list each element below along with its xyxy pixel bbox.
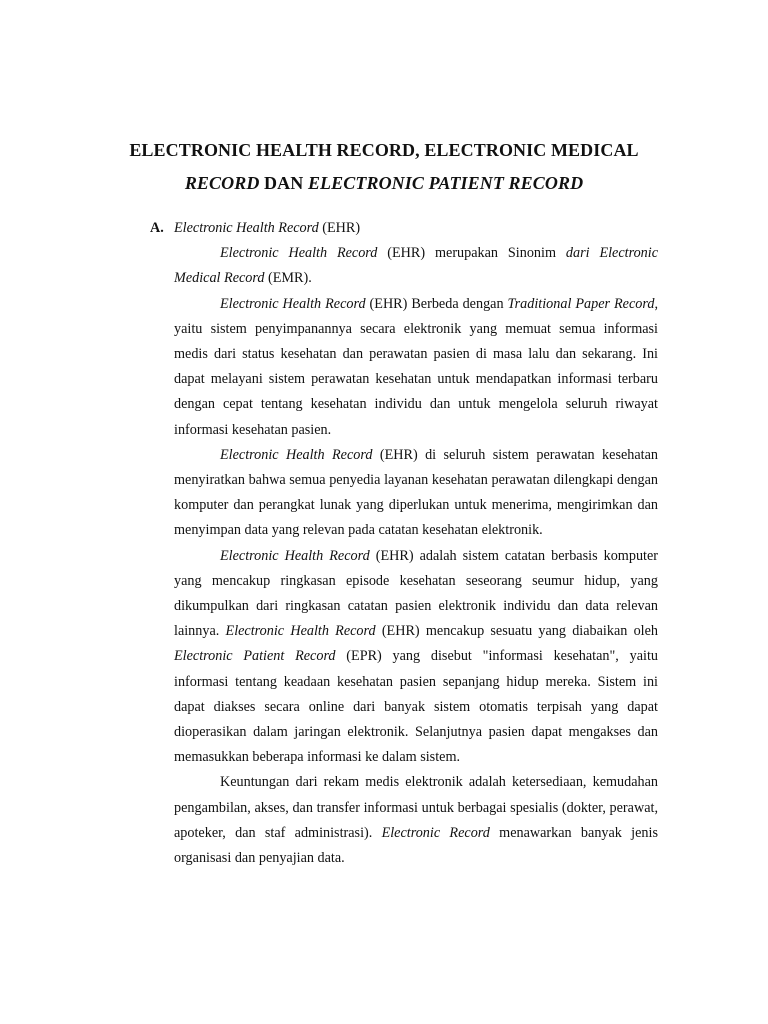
italic-text-run: Electronic Patient Record [174, 648, 336, 665]
section-letter: A. [150, 220, 164, 236]
title-line-2 [0, 167, 768, 200]
body-paragraph [174, 292, 658, 443]
body-paragraph [174, 544, 658, 771]
italic-text-run: Electronic Health Record [225, 623, 376, 640]
section-title-italic: Electronic Health Record [174, 220, 319, 236]
body-paragraph [174, 241, 658, 291]
title-line-1: ELECTRONIC HEALTH RECORD, ELECTRONIC MEDICAL [129, 140, 639, 160]
section-a [150, 216, 658, 871]
text-run: , yaitu sistem penyimpanannya secara elektronik yang memuat semua informasi medis dari status kesehatan dan perawatan pasien di masa lalu dan sekarang. Ini dapat melayani sistem perawatan kesehatan untuk mendapatkan informasi terbaru dengan cepat tentang kesehatan individu dan untuk mengelola seluruh riwayat informasi kesehatan pasien. [174, 295, 659, 438]
text-run: (EHR) mencakup sesuatu yang diabaikan oleh [375, 623, 658, 640]
italic-text-run: Electronic Health Record [220, 245, 378, 262]
section-heading [150, 216, 658, 241]
italic-text-run: Traditional Paper Record [507, 295, 655, 312]
document-title [0, 134, 768, 200]
text-run: (EPR) yang disebut "informasi kesehatan", yaitu informasi tentang keadaan kesehatan pasien sepanjang hidup mereka. Sistem ini dapat diakses secara online dari banyak sistem otomatis terpisah yang dapat dioperasikan dalam jaringan elektronik. Selanjutnya pasien dapat mengakses dan memasukkan beberapa informasi ke dalam sistem. [174, 648, 658, 766]
body-paragraph [174, 770, 658, 871]
title-line-2-italic-b: ELECTRONIC PATIENT RECORD [307, 173, 584, 193]
text-run: Keuntungan dari rekam medis elektronik adalah ketersediaan, kemudahan pengambilan, akses, dan transfer informasi untuk berbagai spesialis (dokter, perawat, apoteker, dan staf administrasi). [174, 774, 658, 841]
section-title [174, 216, 360, 241]
text-run: (EHR) merupakan Sinonim [377, 245, 566, 262]
text-run: (EHR) di seluruh sistem perawatan kesehatan menyiratkan bahwa semua penyedia layanan kesehatan perawatan dilengkapi dengan komputer dan perangkat lunak yang diperlukan untuk menerima, mengirimkan dan menyimpan data yang relevan pada catatan kesehatan elektronik. [174, 446, 658, 539]
title-line-2-plain: DAN [259, 173, 308, 193]
text-run: (EMR). [264, 270, 312, 287]
italic-text-run: Electronic Health Record [220, 446, 373, 463]
text-run: menawarkan banyak jenis organisasi dan penyajian data. [174, 824, 658, 867]
italic-text-run: Electronic Health Record [220, 295, 366, 312]
italic-text-run: Electronic Record [381, 824, 490, 841]
section-body [174, 241, 658, 871]
text-run: (EHR) Berbeda dengan [365, 295, 508, 312]
italic-text-run: Electronic Health Record [220, 547, 370, 564]
section-title-plain: (EHR) [318, 220, 361, 236]
text-run: (EHR) adalah sistem catatan berbasis komputer yang mencakup ringkasan episode kesehatan seseorang seumur hidup, yang dikumpulkan dari ringkasan catatan pasien elektronik individu dan data relevan lainnya. [174, 547, 658, 640]
title-line-2-italic-a: RECORD [184, 173, 260, 193]
body-paragraph [174, 443, 658, 544]
italic-text-run: dari Electronic Medical Record [174, 245, 659, 287]
